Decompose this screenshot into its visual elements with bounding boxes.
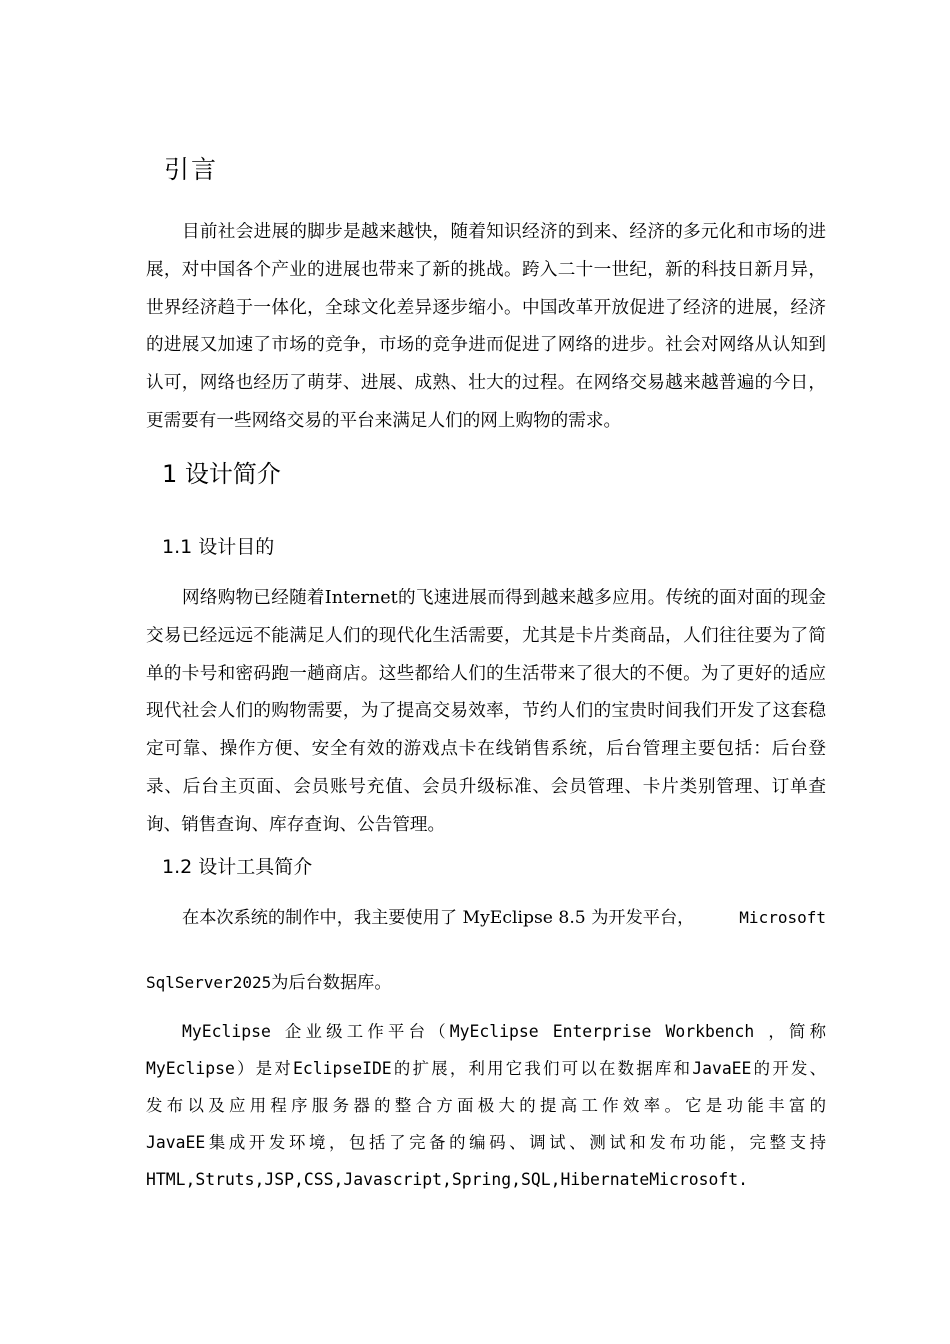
- section-1-heading: 1 设计简介: [162, 460, 281, 488]
- tools-line-1-mono: Microsoft: [739, 908, 826, 927]
- intro-heading: 引言: [164, 155, 219, 184]
- myeclipse-line-4: JavaEE集成开发环境，包括了完备的编码、调试、测试和发布功能，完整支持: [146, 1133, 826, 1152]
- tools-line-2: [146, 968, 826, 998]
- myeclipse-line-5: HTML,Struts,JSP,CSS,Javascript,Spring,SQL,HibernateMicrosoft.: [146, 1170, 748, 1189]
- section-1-1-paragraph: 网络购物已经随着Internet的飞速进展而得到越来越多应用。传统的面对面的现金交易已经远远不能满足人们的现代化生活需要，尤其是卡片类商品，人们往往要为了简单的卡号和密码跑一趟商店。这些都给人们的生活带来了很大的不便。为了更好的适应现代社会人们的购物需要，为了提高交易效率，节约人们的宝贵时间我们开发了这套稳定可靠、操作方便、安全有效的游戏点卡在线销售系统，后台管理主要包括：后台登录、后台主页面、会员账号充值、会员升级标准、会员管理、卡片类别管理、订单查询、销售查询、库存查询、公告管理。: [146, 588, 826, 835]
- tools-line-1-text: 在本次系统的制作中，我主要使用了 MyEclipse 8.5 为开发平台，: [182, 908, 695, 928]
- section-1-2-heading: 1.2 设计工具简介: [162, 856, 313, 878]
- myeclipse-line-2: MyEclipse）是对EclipseIDE的扩展，利用它我们可以在数据库和JavaEE的开发、: [146, 1059, 826, 1078]
- section-1-1-heading: 1.1 设计目的: [162, 536, 275, 558]
- tools-line-2-mono: SqlServer2025: [146, 973, 272, 992]
- intro-paragraph: 目前社会进展的脚步是越来越快，随着知识经济的到来、经济的多元化和市场的进展，对中国各个产业的进展也带来了新的挑战。跨入二十一世纪，新的科技日新月异，世界经济趋于一体化，全球文化差异逐步缩小。中国改革开放促进了经济的进展，经济的进展又加速了市场的竞争，市场的竞争进而促进了网络的进步。社会对网络从认知到认可，网络也经历了萌芽、进展、成熟、壮大的过程。在网络交易越来越普遍的今日，更需要有一些网络交易的平台来满足人们的网上购物的需求。: [146, 222, 826, 431]
- tools-line-2-text: 为后台数据库。: [271, 973, 392, 993]
- myeclipse-line-3: 发布以及应用程序服务器的整合方面极大的提高工作效率。它是功能丰富的: [146, 1096, 826, 1115]
- myeclipse-line-1: MyEclipse 企业级工作平台（MyEclipse Enterprise Workbench ，简称: [182, 1022, 826, 1041]
- tools-line-1: [146, 903, 826, 933]
